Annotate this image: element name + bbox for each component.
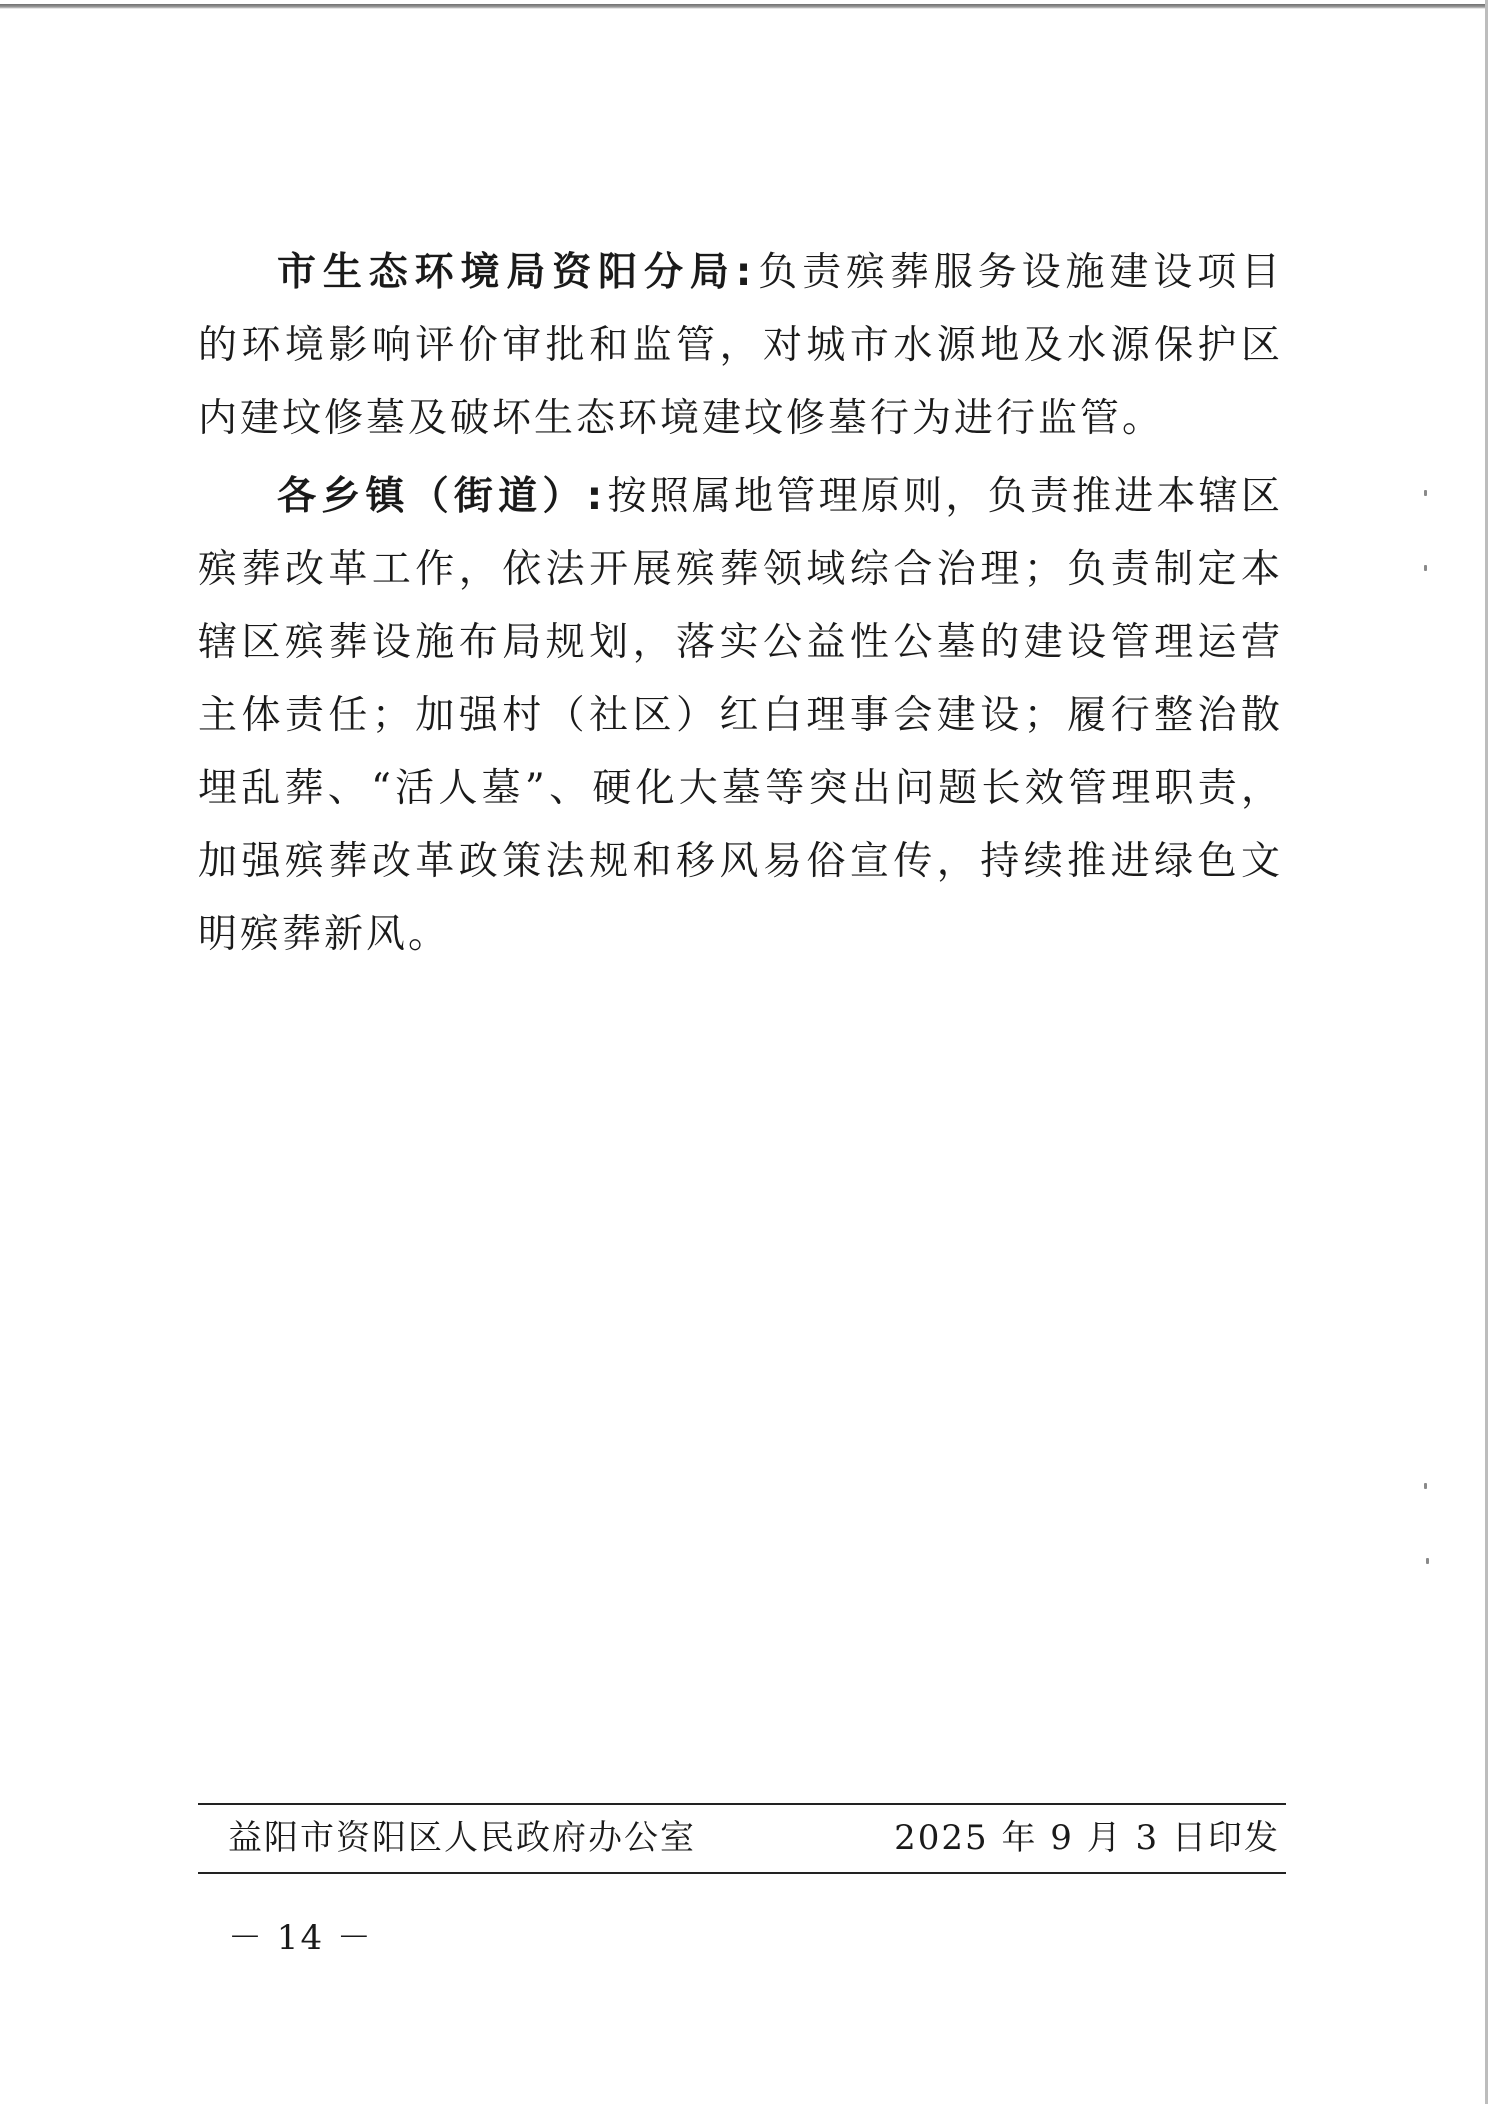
page-number: － 14 －	[228, 1918, 373, 1958]
footer-issuer: 益阳市资阳区人民政府办公室	[228, 1818, 696, 1858]
scan-speck	[1426, 1558, 1429, 1564]
paragraph-lead: 各乡镇（街道）:	[277, 474, 608, 519]
paragraph-ecology-bureau	[198, 236, 1283, 455]
scan-speck	[1424, 490, 1427, 496]
scan-edge-top	[0, 4, 1488, 9]
footer-rule-top	[198, 1803, 1286, 1805]
footer-rule-bottom	[198, 1872, 1286, 1874]
paragraph-townships	[198, 460, 1283, 971]
footer-date: 2025 年 9 月 3 日印发	[894, 1818, 1280, 1858]
paragraph-body: 负责殡葬服务设施建设项目的环境影响评价审批和监管，对城市水源地及水源保护区内建坟修墓及破坏生态环境建坟修墓行为进行监管。	[198, 250, 1283, 441]
scan-speck	[1424, 1483, 1427, 1489]
paragraph-body: 按照属地管理原则，负责推进本辖区殡葬改革工作，依法开展殡葬领域综合治理；负责制定本辖区殡葬设施布局规划，落实公益性公墓的建设管理运营主体责任；加强村（社区）红白理事会建设；履行整治散埋乱葬、“活人墓”、硬化大墓等突出问题长效管理职责，加强殡葬改革政策法规和移风易俗宣传，持续推进绿色文明殡葬新风。	[198, 474, 1283, 957]
scan-speck	[1424, 565, 1427, 571]
paragraph-lead: 市生态环境局资阳分局:	[277, 250, 757, 295]
